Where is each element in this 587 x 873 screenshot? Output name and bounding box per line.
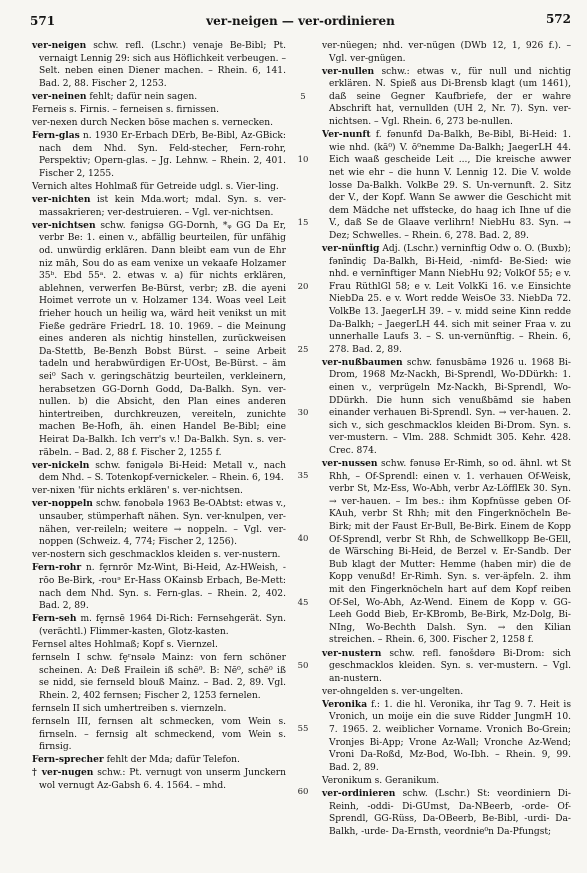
page-header [30,8,571,30]
entry-text: fernseln II sich umhertreiben s. viernzeln. [32,703,227,714]
entry-headword: ver-nullen [322,65,375,77]
entry-text: f. fənunfd Da-Balkh, Be-Bibl, Bi-Heid: 1. wie nhd. (kā⁰) V. ō⁰nemme Da-Balkh; JaegerLH 44. Eich waaß gescheide Leit ..., Die kreische awwer net wie ehr – die hunn V. Lennig 12. Die V. wolde losse Da-Balkh. VolkBe 29. S. Un-vernunft. 2. Sitz der V., der Kopf. Wann Se awwer die Geschicht mit dem Mädche net uffstecke, do haag ich Ihne uf die V., daß Se de Glaave verlihrn! NiebHu 83. Syn. → Dez; Schwelles. – Rhein. 6, 278. Bad. 2, 89. [329,130,571,241]
entry-text: Vernich altes Hohlmaß für Getreide udgl. s. Vier-ling. [32,182,279,193]
dictionary-entry [322,775,571,788]
entry-text: n. 1930 Er-Erbach DErb, Be-Bibl, Az-GBick: nach dem Nhd. Syn. Feld-stecher, Fern-rohr, Perspektiv; Opern-glas. – Jg. Lehnw. – Rhein. 2, 401. Fischer 2, 1255. [39,131,286,179]
dictionary-entry [32,40,286,90]
dictionary-entry [32,703,286,716]
entry-headword: Fern-rohr [32,562,82,574]
dictionary-entry [322,40,571,65]
line-number: 35 [297,471,309,482]
entry-headword: Ver-nunft [322,129,371,141]
running-title: ver-neigen — ver-ordinieren [206,14,395,28]
dictionary-entry [322,699,571,775]
dictionary-entry [322,66,571,129]
dictionary-entry [32,91,286,104]
entry-text: schw.: etwas v., für null und nichtig erklären. N. Spieß aus Di-Brensb klagt (um 1461), daß seine Gegner Kaufbriefe, der er wahre Abschrift hat, vernullden (UH 2, Nr. 7). Syn. ver-nichtsen. – Vgl. Rhein. 6, 273 be-nullen. [329,66,571,128]
entry-text: n. fe̞rnrōr Mz-Wint, Bi-Heid, Az-HWeish, -rōo Be-Birk, -rouᵊ Er-Hass OKainsb Erbach, Be-Mett: nach dem Nhd. Syn. s. Fern-glas. – Rhein. 2, 402. Bad. 2, 89. [39,563,286,612]
entry-headword: ver-nünftig [322,243,380,254]
dictionary-entry [32,549,286,562]
entry-text: Veronikum s. Geranikum. [322,775,440,786]
dictionary-entry [32,485,286,498]
dictionary-entry [32,652,286,702]
entry-text: fehlt; dafür nein sagen. [86,91,198,102]
entry-headword: ver-nussen [322,458,378,470]
dictionary-entry [32,754,286,767]
dictionary-entry [32,613,286,638]
line-number: 55 [297,724,309,734]
entry-headword: ver-nußbaumen [322,356,403,368]
dictionary-entry [32,130,286,180]
left-column [32,40,286,793]
line-number: 30 [297,408,309,418]
entry-text: schw.: Pt. vernugt von unserm Junckern wol vernugt Az-Gabsh 6. 4. 1564. – mhd. [39,768,286,791]
entry-text: schw. refl. (Lschr.) venaje Be-Bibl; Pt. vernaigt Lennig 29: sich aus Höflichkeit verbeugen. – Selt. neben einen Diener machen. – Rhein. 6, 141. Bad. 2, 88. Fischer 2, 1253. [39,41,286,89]
entry-text: fehlt der Mda; dafür Telefon. [103,755,240,766]
entry-text: f.: 1. die hl. Veronika, ihr Tag 9. 7. Heit is Vronich, un moije ein die suve Ridder JungmH 10. 7. 1965. 2. weiblicher Vorname. Vronich Bo-Grein; Vronjes Bi-App; Vrone Az-Wall; Vronche Az-Wend; Vroni Da-Roßd, Mz-Bod, Wo-Ibh. – Rhein. 9, 99. Bad. 2, 89. [329,699,571,773]
entry-headword: ver-nichten [32,194,91,206]
line-number: 45 [297,597,309,608]
entry-text: ver-nixen 'für nichts erklären' s. ver-nichtsen. [32,486,243,497]
dictionary-entry [32,194,286,219]
entry-text: ist kein Mda.wort; mdal. Syn. s. ver-massakrieren; ver-destruieren. – Vgl. ver-nichtsen. [39,195,286,218]
dictionary-entry [322,129,571,242]
entry-headword: ver-nickeln [32,459,90,471]
entry-text: schw. (Lschr.) St: veordiniern Di-Reinh, -oddi- Di-GUmst, Da-NBeerb, -orde- Of-Sprendl, GG-Rüss, Da-OBeerb, Be-Bibl, -urdi- Da-Balkh, -urde- Da-Ernsth, veordnie⁰n Da-Pfungst; [329,789,571,837]
entry-headword: Fern-sprecher [32,754,104,766]
entry-text: ver-nostern sich geschmacklos kleiden s. ver-nustern. [32,550,281,561]
line-number: 25 [297,344,309,355]
entry-headword: ver-neinen [32,90,87,102]
dictionary-entry [32,181,286,194]
dictionary-entry [322,357,571,458]
right-column [322,40,571,839]
line-number: 50 [297,660,309,671]
dictionary-entry [322,686,571,699]
entry-text: ver-ohngelden s. ver-ungelten. [322,686,464,697]
entry-headword: ver-nichtsen [32,219,96,231]
line-number: 10 [297,155,309,166]
entry-text: fernseln III, fernsen alt schmecken, vom Wein s. firnseln. – fernsig alt schmeckend, vom Wein s. firnsig. [32,716,286,753]
entry-headword: Fern-seh [32,613,77,625]
dictionary-entry [32,220,286,459]
entry-text: schw. fənusbāmə 1926 u. 1968 Bi-Drom, 1968 Mz-Nackh, Bi-Sprendl, Wo-DDürkh: 1. einen v., verprügeln Mz-Nackh, Bi-Sprendl, Wo-DDürkh. Die hunn sich venußbāmd sie haben einander verhauen Bi-Sprendl. Syn. → ver-hauen. 2. sich v., sich geschmacklos kleiden Bi-Drom. Syn. s. ver-mustern. – Vlm. 288. Schmidt 305. Kehr. 428. Crec. 874. [329,357,571,456]
dictionary-entry [32,639,286,652]
dictionary-entry [32,104,286,117]
dictionary-entry [32,767,286,792]
entry-text: schw. refl. fənošdərə Bi-Drom: sich geschmacklos kleiden. Syn. s. ver-mustern. – Vgl. an-nustern. [329,648,571,684]
entry-text: ver-nexen durch Necken böse machen s. vernecken. [32,118,274,129]
dictionary-entry [32,562,286,612]
dictionary-entry [32,716,286,754]
entry-text: Adj. (Lschr.) verninftig Odw o. O. (Buxb); fənīndiç Da-Balkh, Bi-Heid, -nimfd- Be-Sied: wie nhd. e vernīnftiger Mann NiebHu 92; VolkOf 55; e v. Frau RüthlGl 58; e v. Leit VolkKi 16. v.e Einsichte NiebDa 25. e v. Wort redde WeisOe 33. NiebDa 72. VolkBe 13. JaegerLH 39. – v. midd seine Kinn redde Da-Balkh; – JaegerLH 44. sich mit seiner Fraa v. zu unnerhalle Laufs 3. – S. un-vernünftig. – Rhein. 6, 278. Bad. 2, 89. [329,244,571,355]
dictionary-entry [32,498,286,548]
entry-text: schw. fənusə Er-Rimh, so od. ähnl. wt St Rhh, – Of-Sprendl: einen v. 1. verhauen Of-Weisk, verbr St, Mz-Ess, Wo-Abh, verbr Az-LöfflEk 30. Syn. → ver-hauen. – Im bes.: ihm Kopfnüsse geben Of-KAuh, verbr St Rhh; mit den Fingerknöcheln Be-Birk; mit der Faust Er-Bull, Be-Birk. Einem de Kopp Of-Sprendl, verbr St Rhh, de Schwellkopp Be-GEll, de Wärsching Bi-Heid, de Berzel v. Er-Sandb. Der Bub klagt der Mutter: Hemme (haben mir) die de Kopp venußd! Er-Rimh. Syn. s. ver-äpfeln. 2. ihm mit den Fingerknöcheln hart auf dem Kopf reiben Of-Sel, Wo-Abh, Az-Wend. Einem de Kopp v. GG-Leeh Godd Bieb, Er-KBromb, Be-Birk, Mz-Dolg, Bi-NIng, Wo-Bechth Dalsh. Syn. → den Kilian streichen. – Rhein. 6, 300. Fischer 2, 1258 f. [329,459,571,646]
page-number-left: 571 [30,14,56,28]
entry-headword: Fern-glas [32,130,80,142]
dictionary-entry [322,788,571,838]
dictionary-entry [32,117,286,130]
entry-headword: Veronika [322,698,368,710]
dictionary-entry [322,648,571,686]
entry-headword: ver-nustern [322,647,382,659]
entry-headword: ver-ordinieren [322,788,396,800]
entry-text: schw. fənigsə GG-Dornh, *ᵩ GG Da Er, verbr Be: 1. einen v., abfällig beurteilen, für unfähig od. unwürdig erklären. Dann bleibt eam vun de Ehr niz māh, Sou do as eam venixe un vekaafe Holzamer 35ᵇ. Ebd 55ᵃ. 2. etwas v. a) für nichts erklären, ablehnen, verwerfen Be-Bürst, verbr; zB. die ayeni Hoimet verrote un v. Holzamer 134. Woas veel Leit frieher houch un heilig wa, wärd heit venikst un mit Fieße gedräre FriedrL 18. 10. 1969. – die Meinung eines anderen als nichtig hinstellen, zurückweisen Da-Stettb, Be-Benzh Bobst Bürst. – seine Arbeit tadeln und herabwürdigen Er-UOst, Be-Bürst. – äm sei⁰ Sach v. geringschätzig beurteilen, verkleinern, herabsetzen GG-Dornh Godd, Da-Balkh. Syn. ver-nullen. b) die Absicht, den Plan eines anderen hintertreiben, durchkreuzen, vereiteln, zunichte machen Be-Hofh, äh. einen Handel Be-Bibl; eine Heirat Da-Balkh. Ich verr's v.! Da-Balkh. Syn. s. ver-räbeln. – Bad. 2, 88 f. Fischer 2, 1255 f. [39,220,286,458]
line-number: 15 [297,218,309,229]
entry-text: fernseln I schw. fe̞ʳnsələ Mainz: von fern schöner scheinen. A: Deß Frailein iß schē⁰. B: Nē⁰, schē⁰ iß se nidd, sie fernseld blouß Mainz. – Bad. 2, 89. Vgl. Rhein. 2, 402 fernsen; Fischer 2, 1253 fernelen. [32,653,286,701]
line-number: 20 [297,281,309,292]
entry-text: ver-nüegen; nhd. ver-nügen (DWb 12, 1, 926 f.). – Vgl. ver-gnügen. [322,41,571,64]
entry-text: Ferneis s. Firnis. – ferneisen s. firnissen. [32,104,220,115]
dictionary-entry [32,460,286,485]
entry-headword: † ver-nugen [32,767,94,779]
line-number: 5 [300,92,306,102]
line-number: 40 [297,534,309,545]
entry-text: m. fe̞rnsē 1964 Di-Rich: Fernsehgerät. Syn. (verächtl.) Flimmer-kasten, Glotz-kasten. [39,614,286,637]
line-number: 60 [297,787,309,798]
entry-headword: ver-noppeln [32,498,93,510]
entry-text: Fernsel altes Hohlmaß; Kopf s. Viernzel. [32,639,218,650]
page-number-right: 572 [545,12,571,26]
entry-text: schw. fənobələ 1963 Be-OAbtst: etwas v., unsauber, stümperhaft nähen. Syn. ver-knulpen, ver-nähen, ver-reileln; weitere → noppeln. – Vgl. ver-noppen (Schweiz. 4, 774; Fischer 2, 1256). [39,499,286,548]
dictionary-entry [322,458,571,647]
dictionary-entry [322,243,571,356]
entry-text: schw. fənigələ Bi-Heid: Metall v., nach dem Nhd. – S. Totenkopf-vernickeler. – Rhein. 6, 194. [39,460,286,484]
entry-headword: ver-neigen [32,40,87,51]
